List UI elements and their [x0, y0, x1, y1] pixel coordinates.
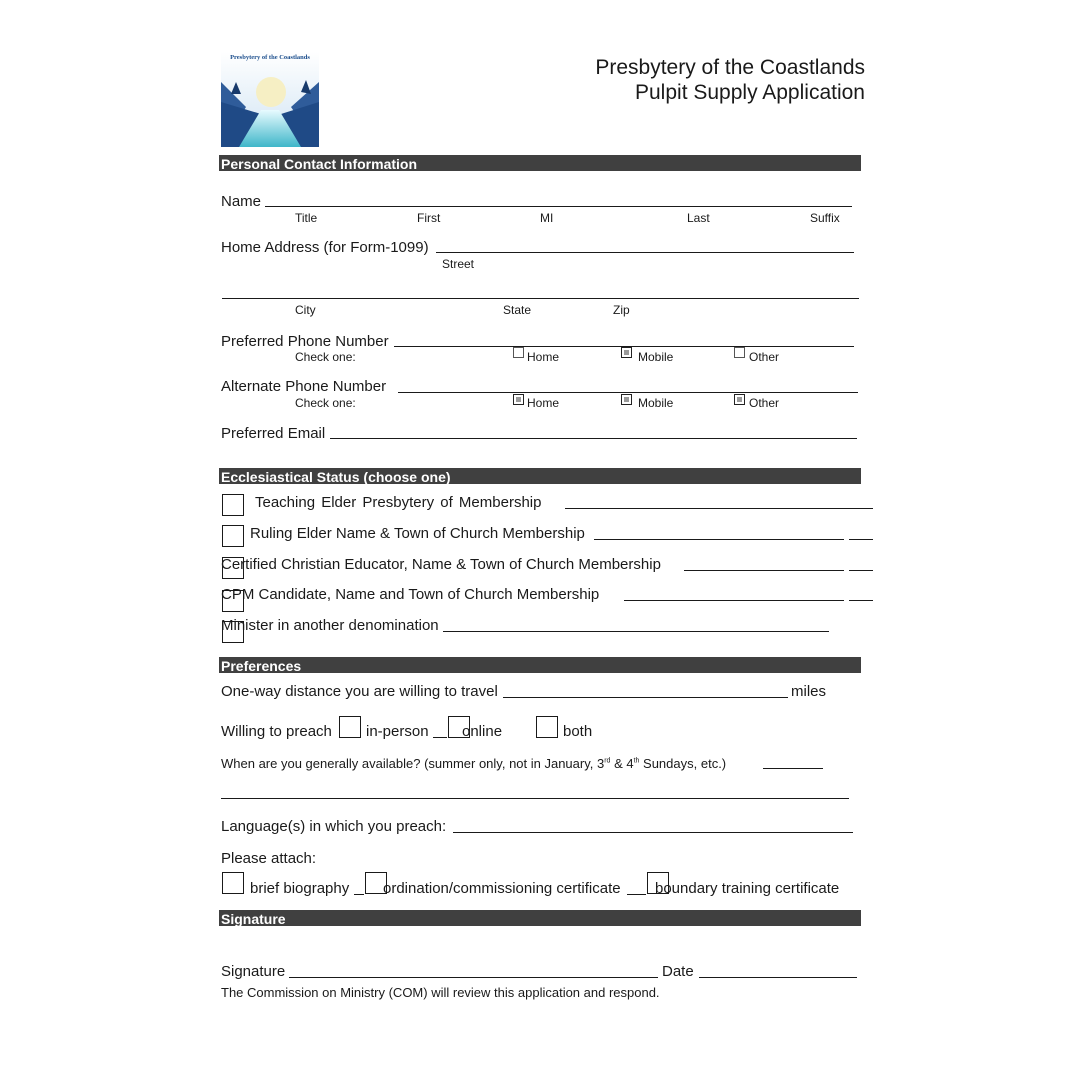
ruling-elder-field[interactable]	[594, 539, 844, 540]
brief-biography-checkbox[interactable]	[222, 872, 244, 894]
ordination-underline	[627, 894, 646, 895]
home-address-label: Home Address (for Form-1099)	[221, 239, 429, 256]
availability-sup-rd: rd	[604, 757, 611, 765]
name-part-first: First	[417, 211, 441, 225]
alternate-other-checkbox[interactable]	[734, 394, 745, 405]
preferred-check-one: Check one:	[295, 350, 356, 364]
form-title-line2: Pulpit Supply Application	[635, 81, 865, 104]
teaching-elder-field[interactable]	[565, 508, 873, 509]
travel-distance-label: One-way distance you are willing to travel	[221, 683, 498, 700]
travel-distance-field[interactable]	[503, 697, 788, 698]
preferred-other-checkbox[interactable]	[734, 347, 745, 358]
date-field[interactable]	[699, 977, 857, 978]
miles-label: miles	[791, 683, 827, 700]
languages-label: Language(s) in which you preach:	[221, 818, 447, 835]
availability-tail: Sundays, etc.)	[639, 756, 727, 771]
logo-text: Presbytery of the Coastlands	[230, 54, 310, 61]
boundary-training-label: boundary training certificate	[655, 880, 840, 897]
name-part-suffix: Suffix	[810, 211, 840, 225]
alternate-phone-label: Alternate Phone Number	[221, 378, 387, 395]
zip-caption: Zip	[613, 303, 630, 317]
section-header-ecclesiastical: Ecclesiastical Status (choose one)	[219, 468, 861, 484]
preferred-email-label: Preferred Email	[221, 425, 326, 442]
signature-field[interactable]	[289, 977, 658, 978]
other-denomination-label: Minister in another denomination	[221, 617, 439, 634]
other-denomination-field[interactable]	[443, 631, 829, 632]
section-header-signature: Signature	[219, 910, 861, 926]
ruling-elder-field-extra[interactable]	[849, 539, 873, 540]
availability-field[interactable]	[763, 768, 823, 769]
street-field[interactable]	[436, 252, 854, 253]
in-person-underline	[433, 737, 447, 738]
state-caption: State	[503, 303, 532, 317]
form-title-line1: Presbytery of the Coastlands	[595, 56, 865, 79]
christian-educator-field-extra[interactable]	[849, 570, 873, 571]
preferred-mobile-label: Mobile	[638, 350, 674, 364]
teaching-elder-checkbox[interactable]	[222, 494, 244, 516]
cpm-candidate-field-extra[interactable]	[849, 600, 873, 601]
alternate-check-one: Check one:	[295, 396, 356, 410]
cpm-candidate-field[interactable]	[624, 600, 844, 601]
name-part-title: Title	[295, 211, 318, 225]
city-state-zip-field[interactable]	[222, 298, 859, 299]
availability-field-line2[interactable]	[221, 798, 849, 799]
section-header-personal: Personal Contact Information	[219, 155, 861, 171]
alternate-home-label: Home	[527, 396, 560, 410]
name-part-last: Last	[687, 211, 710, 225]
name-field[interactable]	[265, 206, 852, 207]
brief-biography-label: brief biography	[250, 880, 350, 897]
alternate-mobile-checkbox[interactable]	[621, 394, 632, 405]
name-part-mi: MI	[540, 211, 554, 225]
please-attach-label: Please attach:	[221, 850, 317, 867]
preferred-mobile-checkbox[interactable]	[621, 347, 632, 358]
both-checkbox[interactable]	[536, 716, 558, 738]
section-header-preferences: Preferences	[219, 657, 861, 673]
in-person-checkbox[interactable]	[339, 716, 361, 738]
alternate-mobile-label: Mobile	[638, 396, 674, 410]
alternate-phone-field[interactable]	[398, 392, 858, 393]
com-review-note: The Commission on Ministry (COM) will review this application and respond.	[221, 985, 660, 1000]
street-caption: Street	[442, 257, 475, 271]
brief-biography-underline	[354, 894, 364, 895]
ruling-elder-label: Ruling Elder Name & Town of Church Membership	[250, 525, 585, 542]
preferred-home-label: Home	[527, 350, 560, 364]
preferred-other-label: Other	[749, 350, 780, 364]
both-label: both	[563, 723, 593, 740]
teaching-elder-label: Teaching Elder Presbytery of Membership	[255, 494, 542, 511]
languages-field[interactable]	[453, 832, 853, 833]
presbytery-logo	[221, 52, 319, 147]
alternate-home-checkbox[interactable]	[513, 394, 524, 405]
availability-sup-th: th	[633, 757, 640, 765]
ordination-certificate-label: ordination/commissioning certificate	[383, 880, 621, 897]
christian-educator-field[interactable]	[684, 570, 844, 571]
alternate-other-label: Other	[749, 396, 780, 410]
in-person-label: in-person	[366, 723, 429, 740]
city-caption: City	[295, 303, 316, 317]
ruling-elder-checkbox[interactable]	[222, 525, 244, 547]
online-label: online	[462, 723, 503, 740]
availability-label	[221, 756, 726, 771]
christian-educator-label: Certified Christian Educator, Name & Town of Church Membership	[221, 556, 661, 573]
name-label: Name	[221, 193, 262, 210]
date-label: Date	[662, 963, 694, 980]
availability-amp4: & 4	[610, 756, 634, 771]
cpm-candidate-label: CPM Candidate, Name and Town of Church Membership	[221, 586, 600, 603]
willing-to-preach-label: Willing to preach	[221, 723, 332, 740]
preferred-email-field[interactable]	[330, 438, 857, 439]
signature-label: Signature	[221, 963, 286, 980]
preferred-home-checkbox[interactable]	[513, 347, 524, 358]
preferred-phone-label: Preferred Phone Number	[221, 333, 389, 350]
availability-label-text: When are you generally available? (summer only, not in January, 3	[221, 756, 605, 771]
